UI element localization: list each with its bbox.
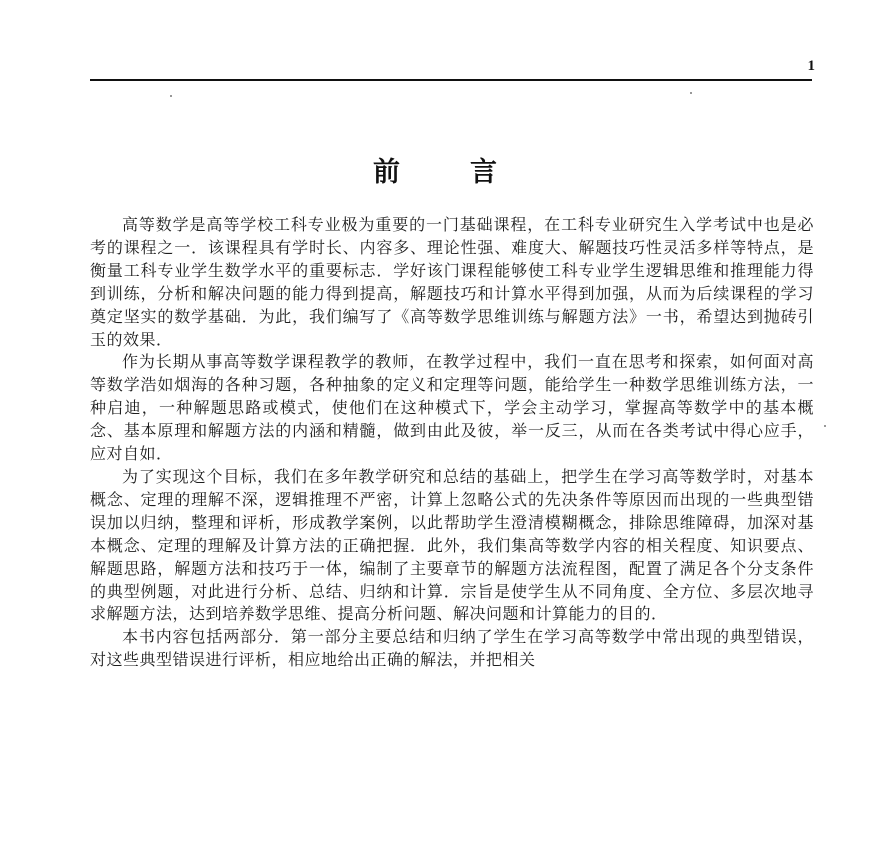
page-number: 1 xyxy=(807,58,815,74)
header-rule xyxy=(90,79,812,81)
scan-speck xyxy=(824,425,826,427)
preface-body xyxy=(90,214,814,672)
paragraph: 作为长期从事高等数学课程教学的教师，在教学过程中，我们一直在思考和探索，如何面对高等数学浩如烟海的各种习题，各种抽象的定义和定理等问题，能给学生一种数学思维训练方法，一种启迪，一种解题思路或模式，使他们在这种模式下，学会主动学习，掌握高等数学中的基本概念、基本原理和解题方法的内涵和精髓，做到由此及彼，举一反三，从而在各类考试中得心应手，应对自如． xyxy=(90,352,814,464)
preface-title: 前言 xyxy=(373,157,567,188)
scan-speck xyxy=(690,92,692,94)
scan-speck xyxy=(170,95,172,97)
paragraph: 本书内容包括两部分．第一部分主要总结和归纳了学生在学习高等数学中常出现的典型错误，对这些典型错误进行评析，相应地给出正确的解法，并把相关 xyxy=(90,627,814,670)
paragraph: 为了实现这个目标，我们在多年教学研究和总结的基础上，把学生在学习高等数学时，对基本概念、定理的理解不深，逻辑推理不严密，计算上忽略公式的先决条件等原因而出现的一些典型错误加以归纳，整理和评析，形成教学案例，以此帮助学生澄清模糊概念，排除思维障碍，加深对基本概念、定理的理解及计算方法的正确把握．此外，我们集高等数学内容的相关程度、知识要点、解题思路，解题方法和技巧于一体，编制了主要章节的解题方法流程图，配置了满足各个分支条件的典型例题，对此进行分析、总结、归纳和计算．宗旨是使学生从不同角度、全方位、多层次地寻求解题方法，达到培养数学思维、提高分析问题、解决问题和计算能力的目的． xyxy=(90,466,814,624)
paragraph: 高等数学是高等学校工科专业极为重要的一门基础课程，在工科专业研究生入学考试中也是必考的课程之一．该课程具有学时长、内容多、理论性强、难度大、解题技巧性灵活多样等特点，是衡量工科专业学生数学水平的重要标志．学好该门课程能够使工科专业学生逻辑思维和推理能力得到训练，分析和解决问题的能力得到提高，解题技巧和计算水平得到加强，从而为后续课程的学习奠定坚实的数学基础．为此，我们编写了《高等数学思维训练与解题方法》一书，希望达到抛砖引玉的效果． xyxy=(90,215,814,349)
